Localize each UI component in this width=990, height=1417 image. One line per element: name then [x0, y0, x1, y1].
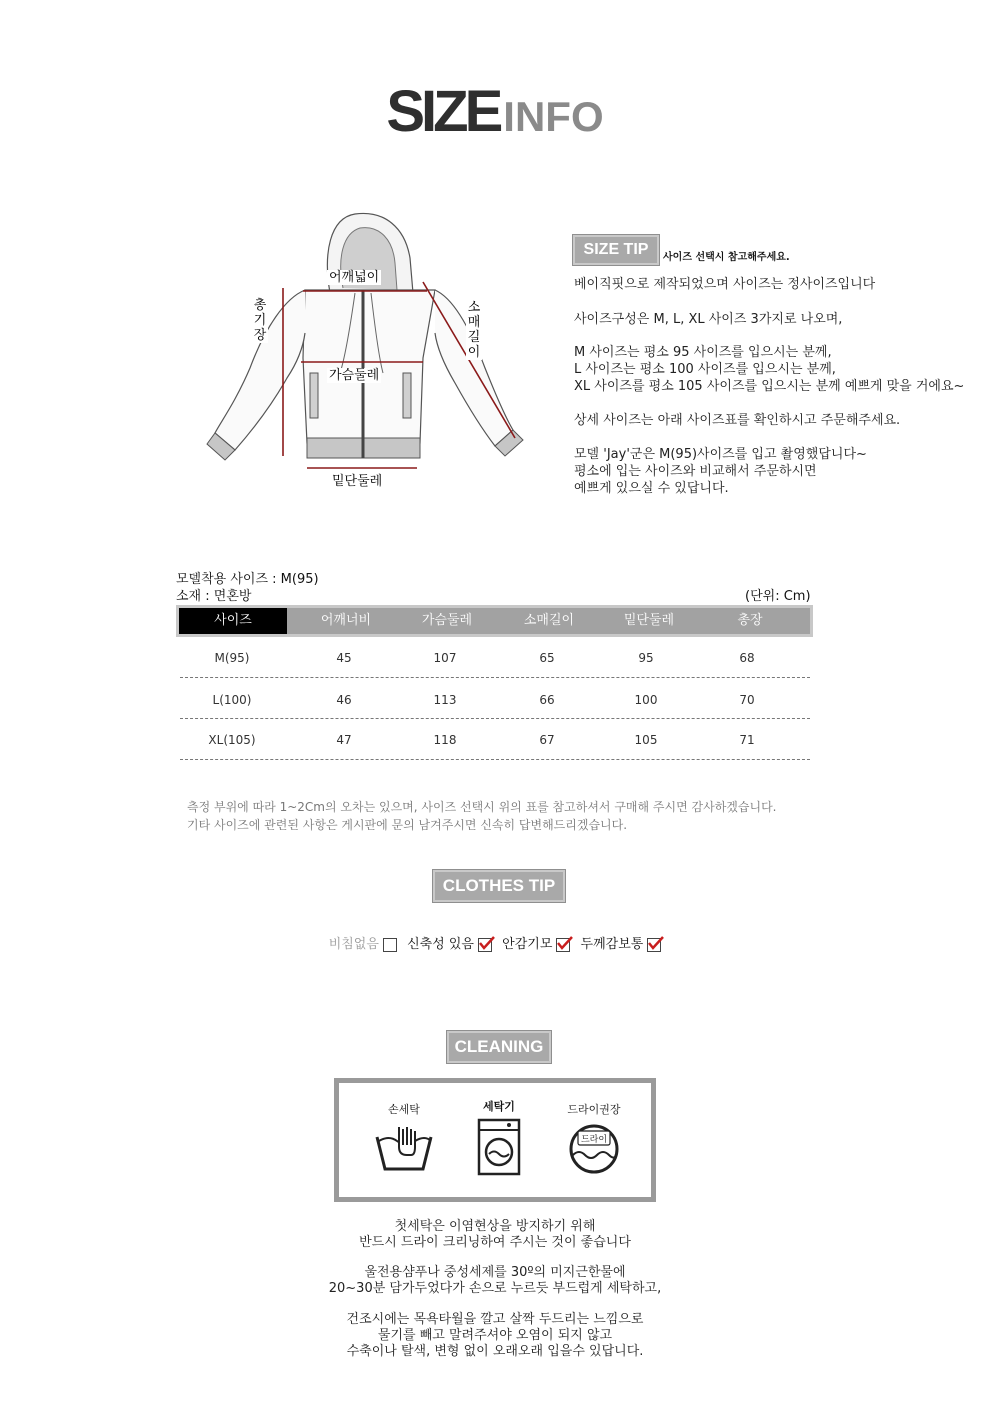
label-chest: 가슴둘레: [329, 368, 380, 383]
measure-note: 측정 부위에 따라 1~2Cm의 오차는 있으며, 사이즈 선택시 위의 표를 참고하셔서 구매해 주시면 감사하겠습니다.: [187, 800, 777, 814]
cell-hem: 100: [634, 693, 658, 707]
hoodie-diagram: [195, 198, 535, 498]
cell-length: 71: [739, 733, 755, 747]
cell-sleeve: 67: [539, 733, 555, 747]
tip-line: 베이직핏으로 제작되었으며 사이즈는 정사이즈입니다: [574, 277, 876, 292]
cell-shoulder: 47: [336, 733, 352, 747]
dry-clean-label: 드라이권장: [567, 1103, 621, 1116]
cleaning-paragraph-1: [0, 1219, 990, 1251]
cell-hem: 95: [638, 651, 654, 665]
cleaning-line: 건조시에는 목욕타월을 깔고 살짝 두드리는 느낌으로: [346, 1312, 644, 1327]
label-hem: 밑단둘레: [332, 474, 383, 489]
header-length: 총장: [737, 613, 763, 628]
cell-shoulder: 45: [336, 651, 352, 665]
size-table-header: [176, 605, 813, 637]
table-row: [176, 680, 813, 720]
cell-size: XL(105): [208, 733, 256, 747]
hoodie-illustration: [195, 198, 535, 498]
tip-label: 안감기모: [502, 937, 553, 952]
model-size: 모델착용 사이즈 : M(95): [176, 572, 319, 587]
cleaning-paragraph-3: [0, 1312, 990, 1360]
checkmark-icon: [478, 938, 492, 952]
tip-line: 평소에 입는 사이즈와 비교해서 주문하시면: [574, 464, 817, 479]
checkmark-icon: [556, 938, 570, 952]
clothes-tip-tag: CLOTHES TIP: [433, 870, 565, 902]
cell-hem: 105: [634, 733, 658, 747]
tip-line: 상세 사이즈는 아래 사이즈표를 확인하시고 주문해주세요.: [574, 413, 901, 428]
material: 소재 : 면혼방: [176, 589, 252, 604]
tip-line: M 사이즈는 평소 95 사이즈를 입으시는 분께,: [574, 345, 832, 360]
cleaning-line: 첫세탁은 이염현상을 방지하기 위해: [394, 1219, 596, 1234]
row-divider: [180, 677, 810, 678]
cell-chest: 107: [433, 651, 457, 665]
cell-size: M(95): [214, 651, 250, 665]
size-tip-tag: SIZE TIP: [573, 235, 659, 265]
dry-clean-icon: [559, 1117, 629, 1177]
size-tip-note: 사이즈 선택시 참고해주세요.: [663, 252, 790, 263]
dry-clean-badge: 드라이: [580, 1135, 608, 1145]
header-size: 사이즈: [179, 608, 287, 634]
washing-machine-label: 세탁기: [483, 1100, 515, 1113]
cell-shoulder: 46: [336, 693, 352, 707]
cleaning-line: 울전용샴푸나 중성세제를 30º의 미지근한물에: [364, 1265, 626, 1280]
tip-line: 모델 'Jay'군은 M(95)사이즈를 입고 촬영했답니다~: [574, 447, 867, 462]
cleaning-icons-box: [334, 1078, 656, 1202]
header-sleeve: 소매길이: [523, 613, 575, 628]
cell-length: 70: [739, 693, 755, 707]
header-shoulder: 어깨너비: [320, 613, 372, 628]
cleaning-line: 반드시 드라이 크리닝하여 주시는 것이 좋습니다: [359, 1235, 631, 1250]
tip-label: 비침없음: [328, 937, 379, 952]
title-size: SIZE: [386, 79, 500, 144]
tip-line: 예쁘게 있으실 수 있답니다.: [574, 481, 729, 496]
tip-medium-thickness: [581, 933, 662, 952]
cell-chest: 113: [433, 693, 457, 707]
hand-wash-icon: [369, 1117, 439, 1177]
cleaning-line: 물기를 빼고 말려주셔야 오염이 되지 않고: [377, 1328, 613, 1343]
cleaning-line: 20~30분 담가두었다가 손으로 누르듯 부드럽게 세탁하고,: [328, 1281, 662, 1296]
dry-clean: [549, 1101, 639, 1181]
header-chest: 가슴둘레: [421, 613, 473, 628]
washing-machine: [454, 1098, 544, 1182]
header-hem: 밑단둘레: [623, 613, 675, 628]
tip-no-see-through: [329, 933, 397, 952]
title-info: INFO: [503, 93, 604, 140]
hand-wash: [359, 1101, 449, 1181]
row-divider: [180, 718, 810, 719]
cleaning-tag: CLEANING: [447, 1031, 551, 1063]
washing-machine-icon: [464, 1114, 534, 1178]
cell-size: L(100): [212, 693, 252, 707]
hand-wash-label: 손세탁: [388, 1103, 420, 1116]
cell-chest: 118: [433, 733, 457, 747]
tip-fleece-lining: [502, 933, 570, 952]
cell-sleeve: 66: [539, 693, 555, 707]
page-title: [0, 78, 990, 145]
checkmark-icon: [647, 938, 661, 952]
row-divider: [180, 759, 810, 760]
label-sleeve: 소매길이: [467, 300, 481, 360]
tip-line: L 사이즈는 평소 100 사이즈를 입으시는 분께,: [574, 362, 836, 377]
cleaning-paragraph-2: [0, 1265, 990, 1297]
inquiry-note: 기타 사이즈에 관련된 사항은 게시판에 문의 남겨주시면 신속히 답변해드리겠습니다.: [187, 818, 628, 832]
label-shoulder: 어깨넓이: [329, 270, 380, 285]
label-length: 총기장: [253, 298, 267, 343]
table-row: [176, 638, 813, 678]
cell-sleeve: 65: [539, 651, 555, 665]
cell-length: 68: [739, 651, 755, 665]
tip-stretch: [407, 933, 492, 952]
clothes-tip-list: [0, 933, 990, 952]
tip-label: 두께감보통: [580, 937, 644, 952]
cleaning-line: 수축이나 탈색, 변형 없이 오래오래 입을수 있답니다.: [346, 1344, 644, 1359]
tip-line: XL 사이즈를 평소 105 사이즈를 입으시는 분께 예쁘게 맞을 거에요~: [574, 379, 965, 394]
table-row: [176, 720, 813, 760]
tip-label: 신축성 있음: [407, 937, 474, 952]
checkbox-empty-icon: [383, 938, 397, 952]
tip-line: 사이즈구성은 M, L, XL 사이즈 3가지로 나오며,: [574, 312, 843, 327]
unit-label: (단위: Cm): [745, 589, 811, 604]
